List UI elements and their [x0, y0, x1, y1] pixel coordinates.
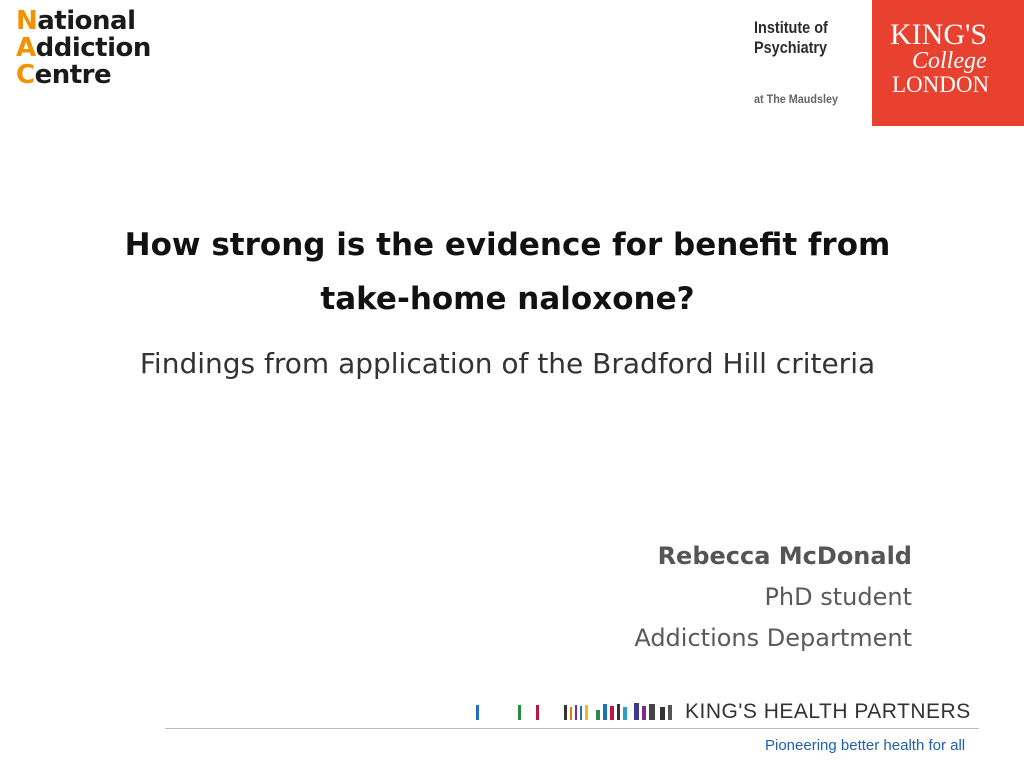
national-addiction-centre-logo — [16, 8, 196, 98]
kcl-logo-line-2: College — [912, 48, 987, 74]
kings-college-london-logo — [872, 0, 1024, 126]
iop-logo-line-2: Psychiatry — [754, 38, 828, 57]
kcl-logo-line-1: KING'S — [890, 18, 988, 51]
slide-title — [100, 218, 915, 326]
iop-logo-subtitle: at The Maudsley — [754, 92, 839, 106]
slide-title-line-2: take-home naloxone? — [320, 281, 695, 317]
nac-logo-line: Centre — [16, 60, 112, 90]
khp-partner-name: KING'S HEALTH PARTNERS — [685, 700, 971, 723]
khp-color-bars-logo — [474, 700, 684, 724]
author-department: Addictions Department — [634, 624, 912, 652]
footer-divider — [165, 728, 979, 729]
nac-logo-line: Addiction — [16, 33, 151, 63]
kcl-logo-line-3: LONDON — [892, 72, 990, 97]
author-role: PhD student — [764, 583, 912, 611]
kcl-logo-graphic — [872, 0, 1024, 126]
author-name: Rebecca McDonald — [657, 542, 912, 570]
iop-logo-line-1: Institute of — [754, 18, 828, 37]
nac-logo-line: National — [16, 6, 136, 36]
slide-title-line-1: How strong is the evidence for benefit from — [124, 227, 891, 263]
author-block — [634, 536, 912, 659]
khp-tagline: Pioneering better health for all — [765, 737, 966, 754]
slide-subtitle: Findings from application of the Bradford Hill criteria — [139, 347, 876, 380]
institute-of-psychiatry-logo — [754, 18, 864, 118]
